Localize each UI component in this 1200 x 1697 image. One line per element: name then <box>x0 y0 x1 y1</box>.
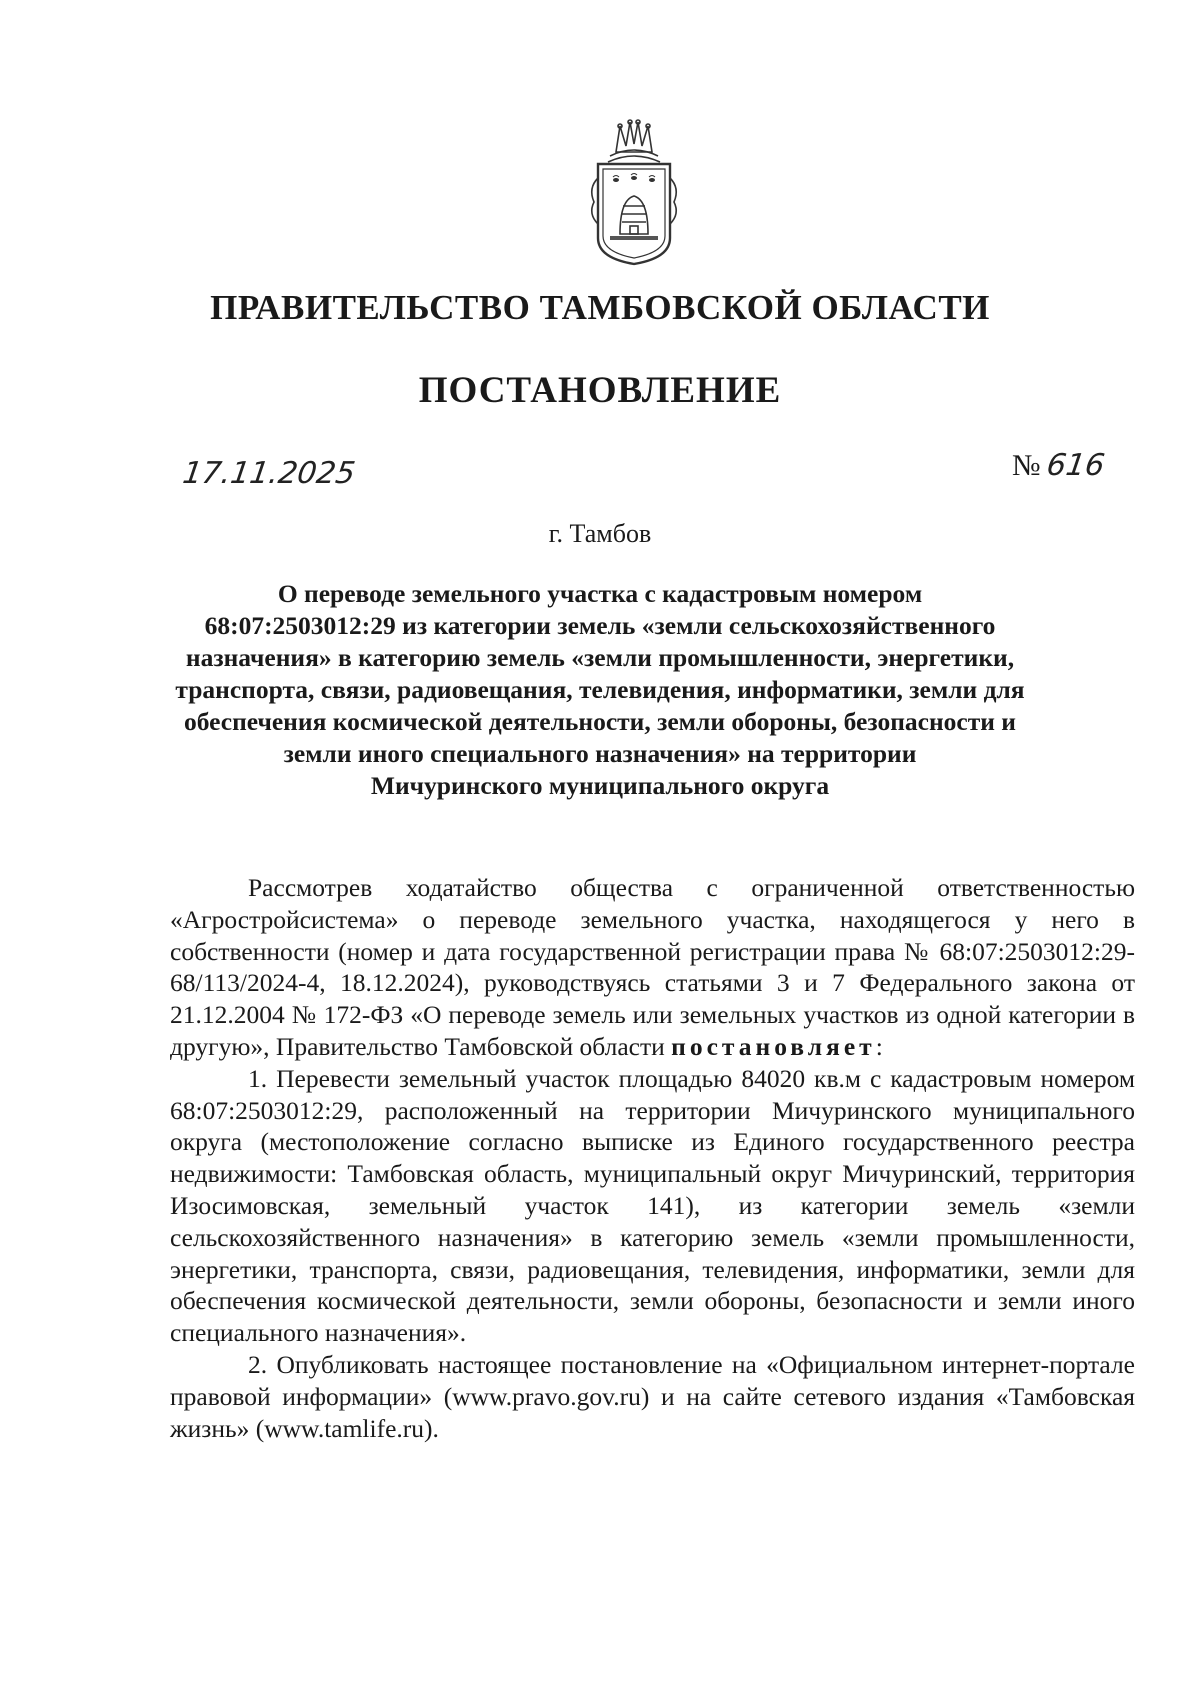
number-prefix: № <box>1012 449 1041 482</box>
subject-line: 68:07:2503012:29 из категории земель «земли сельскохозяйственного <box>204 611 996 640</box>
document-date <box>180 456 358 491</box>
document-body <box>170 872 1135 1444</box>
organization-title: ПРАВИТЕЛЬСТВО ТАМБОВСКОЙ ОБЛАСТИ <box>210 288 990 327</box>
item-2: 2. Опубликовать настоящее постановление на «Официальном интернет-портале правовой информации» (www.pravo.gov.ru) и на сайте сетевого издания «Тамбовская жизнь» (www.tamlife.ru). <box>170 1349 1135 1443</box>
preamble-paragraph <box>170 872 1135 1063</box>
subject-line: транспорта, связи, радиовещания, телевидения, информатики, земли для <box>175 675 1025 704</box>
tambov-coat-of-arms-icon <box>586 118 682 268</box>
subject-line: обеспечения космической деятельности, земли обороны, безопасности и <box>184 707 1016 736</box>
subject-line: земли иного специального назначения» на территории <box>283 739 917 768</box>
subject-line: назначения» в категорию земель «земли промышленности, энергетики, <box>185 643 1015 672</box>
item-1: 1. Перевести земельный участок площадью 84020 кв.м с кадастровым номером 68:07:2503012:29, расположенный на территории Мичуринского муниципального округа (местоположение согласно выписке из Единого государственного реестра недвижимости: Тамбовская область, муниципальный округ Мичуринский, территория Изосимовская, земельный участок 141), из категории земель «земли сельскохозяйственного назначения» в категорию земель «земли промышленности, энергетики, транспорта, связи, радиовещания, телевидения, информатики, земли для обеспечения космической деятельности, земли обороны, безопасности и земли иного специального назначения». <box>170 1063 1135 1348</box>
city: г. Тамбов <box>548 519 652 548</box>
subject-line: О переводе земельного участка с кадастровым номером <box>277 579 923 608</box>
document-type: ПОСТАНОВЛЕНИЕ <box>418 370 782 411</box>
preamble-text: Рассмотрев ходатайство общества с ограниченной ответственностью «Агростройсистема» о переводе земельного участка, находящегося у него в собственности (номер и дата государственной регистрации права № 68:07:2503012:29-68/113/2024-4, 18.12.2024), руководствуясь статьями 3 и 7 Федерального закона от 21.12.2004 № 172-ФЗ «О переводе земель или земельных участков из одной категории в другую», Правительство Тамбовской области <box>170 873 1135 1061</box>
decree-colon: : <box>875 1031 883 1061</box>
handwritten-date: 17.11.2025 <box>180 456 358 491</box>
decree-word: постановляет <box>671 1031 876 1061</box>
handwritten-number: 616 <box>1044 448 1107 483</box>
document-subject <box>150 578 1050 802</box>
subject-line: Мичуринского муниципального округа <box>370 771 830 800</box>
document-number <box>1012 448 1107 483</box>
